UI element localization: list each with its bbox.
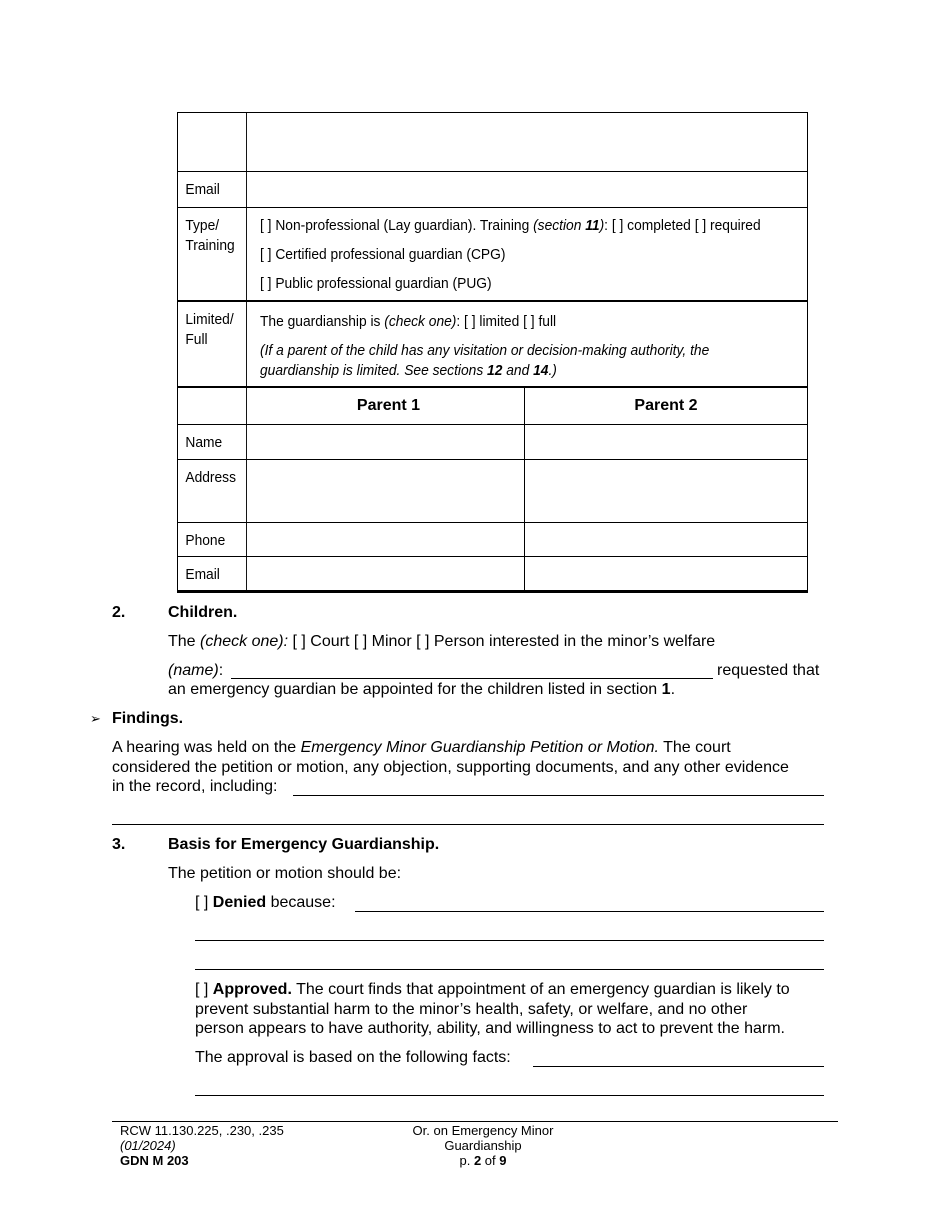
footer-rcw: RCW 11.130.225, .230, .235: [120, 1123, 284, 1138]
limited-full-checkboxes[interactable]: The guardianship is (check one): [ ] limited [ ] full: [260, 313, 557, 330]
limited-full-label: Limited/ Full: [178, 302, 247, 386]
type-pug-option[interactable]: [ ] Public professional guardian (PUG): [260, 275, 492, 292]
table-row-limited-full: [178, 302, 807, 388]
footer-title2: Guardianship: [444, 1138, 522, 1153]
table-row-email: [178, 172, 807, 208]
parent1-phone-field[interactable]: [253, 523, 525, 556]
blank-label-cell: [178, 113, 247, 171]
parent2-phone-field[interactable]: [525, 523, 807, 556]
address-label: Address: [178, 460, 247, 522]
parent1-header: Parent 1: [253, 388, 525, 424]
info-table: [177, 112, 808, 593]
table-row-phone: [178, 523, 807, 557]
type-training-label: Type/ Training: [178, 208, 247, 300]
findings-line3: in the record, including:: [112, 778, 278, 795]
denied-checkbox[interactable]: [ ] Denied because:: [195, 894, 336, 911]
limited-full-options: [253, 302, 807, 386]
section2-requested: requested that: [717, 662, 820, 679]
blank-value-cell[interactable]: [253, 113, 807, 171]
section2-line3: an emergency guardian be appointed for the children listed in section 1.: [168, 681, 676, 698]
findings-title: Findings.: [112, 710, 184, 727]
phone-label: Phone: [178, 523, 247, 556]
section3-title: Basis for Emergency Guardianship.: [168, 836, 440, 853]
parent2-email-field[interactable]: [525, 557, 807, 592]
denied-reason-field[interactable]: [355, 911, 824, 912]
parent1-address-field[interactable]: [253, 460, 525, 522]
table-row-name: [178, 425, 807, 460]
table-row-blank: [178, 113, 807, 172]
footer-date: (01/2024): [120, 1138, 176, 1153]
approved-line2: prevent substantial harm to the minor’s health, safety, or welfare, and no other: [195, 1001, 748, 1018]
parent1-email-field[interactable]: [253, 557, 525, 592]
findings-line1: A hearing was held on the Emergency Minor Guardianship Petition or Motion. The court: [112, 739, 731, 756]
parent2-address-field[interactable]: [525, 460, 807, 522]
parent2-header: Parent 2: [634, 397, 698, 414]
approval-facts-field-2[interactable]: [195, 1095, 824, 1096]
section2-number: 2.: [112, 604, 126, 621]
findings-bullet-icon: ➢: [90, 711, 101, 726]
findings-evidence-field[interactable]: [293, 795, 824, 796]
name-label: Name: [178, 425, 247, 459]
section3-number: 3.: [112, 836, 126, 853]
section2-name-label: (name):: [168, 662, 224, 679]
section3-intro: The petition or motion should be:: [168, 865, 402, 882]
findings-evidence-field-2[interactable]: [112, 824, 824, 825]
parent-email-label: Email: [178, 557, 247, 592]
email-field[interactable]: [253, 172, 807, 207]
approval-facts-label: The approval is based on the following facts:: [195, 1049, 511, 1066]
denied-reason-field-3[interactable]: [195, 969, 824, 970]
parent2-name-field[interactable]: [525, 425, 807, 459]
limited-note-line1: (If a parent of the child has any visitation or decision-making authority, the: [260, 342, 710, 359]
approved-line3: person appears to have authority, ability, and willingness to act to prevent the harm.: [195, 1020, 785, 1037]
footer-left: [120, 1123, 284, 1168]
denied-reason-field-2[interactable]: [195, 940, 824, 941]
footer-title1: Or. on Emergency Minor: [412, 1123, 554, 1138]
footer-rule: [112, 1121, 838, 1122]
table-row-type-training: [178, 208, 807, 302]
type-cpg-option[interactable]: [ ] Certified professional guardian (CPG): [260, 246, 506, 263]
table-bottom-border: [177, 590, 808, 592]
table-row-address: [178, 460, 807, 523]
section2-check-line[interactable]: The (check one): [ ] Court [ ] Minor [ ] Person interested in the minor’s welfare: [168, 633, 716, 650]
footer-form-number: GDN M 203: [120, 1153, 189, 1168]
section2-title: Children.: [168, 604, 238, 621]
parent-header-blank: [178, 388, 247, 424]
approval-facts-field[interactable]: [533, 1066, 824, 1067]
type-nonprofessional-option[interactable]: [ ] Non-professional (Lay guardian). Training (section 11): [ ] completed [ ] required: [260, 217, 761, 234]
parent1-name-field[interactable]: [253, 425, 525, 459]
email-label: Email: [178, 172, 247, 207]
approved-checkbox[interactable]: [ ] Approved. The court finds that appointment of an emergency guardian is likely to: [195, 981, 790, 998]
type-training-options: [253, 208, 807, 300]
findings-line2: considered the petition or motion, any objection, supporting documents, and any other evidence: [112, 759, 789, 776]
table-row-parent-header: [178, 388, 807, 425]
footer-center: [383, 1123, 583, 1168]
section2-name-field[interactable]: [231, 678, 713, 679]
limited-note-line2: guardianship is limited. See sections 12 and 14.): [260, 362, 557, 379]
footer-page: p. 2 of 9: [459, 1153, 507, 1168]
table-row-parent-email: [178, 557, 807, 592]
